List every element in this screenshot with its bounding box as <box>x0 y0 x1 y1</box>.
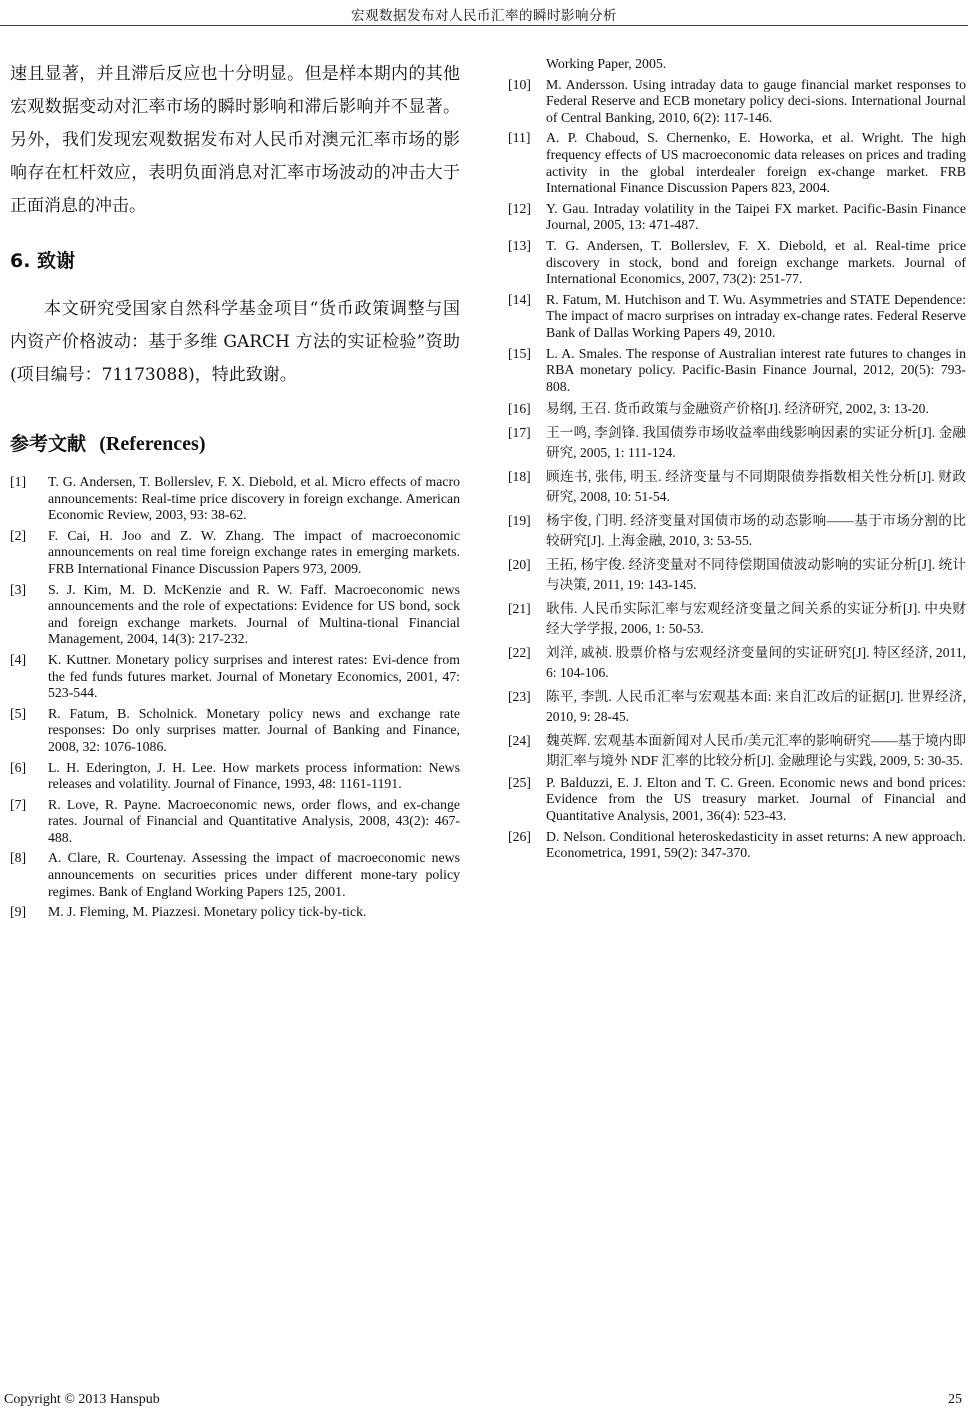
reference-number: [2] <box>10 527 27 543</box>
right-column <box>508 56 966 866</box>
reference-number: [18] <box>508 468 531 484</box>
ack-heading: 6. 致谢 <box>10 250 76 272</box>
reference-item <box>508 292 966 342</box>
reference-item <box>508 555 966 596</box>
references-heading-cn: 参考文献 <box>10 433 87 455</box>
reference-text: A. Clare, R. Courtenay. Assessing the impact of macroeconomic news announcements on securities prices under different mone-tary policy regimes. Bank of England Working Papers 125, 2001. <box>48 850 460 899</box>
reference-text: 杨宇俊, 门明. 经济变量对国债市场的动态影响——基于市场分割的比较研究[J]. 上海金融, 2010, 3: 53-55. <box>546 512 966 549</box>
reference-number: [25] <box>508 774 531 790</box>
reference-text: 王一鸣, 李剑锋. 我国债券市场收益率曲线影响因素的实证分析[J]. 金融研究, 2005, 1: 111-124. <box>546 424 966 461</box>
reference-text: K. Kuttner. Monetary policy surprises and interest rates: Evi-dence from the fed funds futures market. Journal of Monetary Economics, 2001, 47: 523-544. <box>48 651 460 701</box>
reference-number: [23] <box>508 688 531 704</box>
reference-text: P. Balduzzi, E. J. Elton and T. C. Green. Economic news and bond prices: Evidence from the US treasury market. Journal of Financial and Quantitative Analysis, 2001, 36(4): 523-43. <box>546 774 966 823</box>
reference-text: D. Nelson. Conditional heteroskedasticity in asset returns: A new approach. Econometrica, 1991, 59(2): 347-370. <box>546 828 966 861</box>
reference-item <box>508 201 966 234</box>
references-heading <box>10 430 460 458</box>
reference-number: [5] <box>10 705 27 721</box>
reference-item <box>10 652 460 702</box>
reference-item <box>10 904 460 921</box>
reference-text: M. J. Fleming, M. Piazzesi. Monetary policy tick-by-tick. <box>48 904 367 920</box>
reference-number: [4] <box>10 651 27 667</box>
reference-item <box>508 511 966 552</box>
reference-number: [1] <box>10 474 27 489</box>
reference-text: M. Andersson. Using intraday data to gauge financial market responses to Federal Reserve and ECB monetary policy deci-sions. International Journal of Central Banking, 2010, 6(2): 117-146. <box>546 76 966 125</box>
reference-item <box>508 130 966 196</box>
reference-item <box>508 599 966 640</box>
reference-number: [8] <box>10 850 27 866</box>
reference-item <box>508 467 966 508</box>
reference-item <box>10 850 460 900</box>
reference-item <box>508 399 966 420</box>
header-rule <box>0 25 968 26</box>
left-column <box>10 58 460 925</box>
reference-number: [6] <box>10 759 27 775</box>
reference-item <box>508 687 966 728</box>
reference-number: [16] <box>508 401 531 417</box>
references-heading-en: (References) <box>99 433 206 455</box>
reference-number: [10] <box>508 76 531 92</box>
reference-number: [20] <box>508 556 531 572</box>
reference-text: R. Fatum, B. Scholnick. Monetary policy news and exchange rate responses: Do only surprises matter. Journal of Banking and Finance, 2008, 32: 1076-1086. <box>48 705 460 754</box>
reference-number: [11] <box>508 130 531 146</box>
reference-item <box>508 643 966 684</box>
reference-number: [7] <box>10 796 27 812</box>
intro-paragraph: 速且显著，并且滞后反应也十分明显。但是样本期内的其他宏观数据变动对汇率市场的瞬时影响和滞后影响并不显著。另外，我们发现宏观数据发布对人民币对澳元汇率市场的影响存在杠杆效应，表明负面消息对汇率市场波动的冲击大于正面消息的冲击。 <box>10 64 460 216</box>
reference-item <box>10 760 460 793</box>
reference-text: L. H. Ederington, J. H. Lee. How markets process information: News releases and volatility. Journal of Finance, 1993, 48: 1161-1191. <box>48 759 460 792</box>
reference-item <box>10 528 460 578</box>
reference-item <box>508 775 966 825</box>
reference-text: T. G. Andersen, T. Bollerslev, F. X. Diebold, et al. Real-time price discovery in stock, bond and foreign exchange markets. Journal of International Economics, 2007, 73(2): 251-77. <box>546 237 966 287</box>
reference-item <box>508 238 966 288</box>
reference-text: T. G. Andersen, T. Bollerslev, F. X. Diebold, et al. Micro effects of macro announcements: Real-time price discovery in foreign exchange. American Economic Review, 2003, 93: 38-62. <box>48 474 460 523</box>
reference-number: [14] <box>508 291 531 307</box>
ack-paragraph: 本文研究受国家自然科学基金项目“货币政策调整与国内资产价格波动：基于多维 GARCH 方法的实证检验”资助(项目编号：71173088)，特此致谢。 <box>10 299 460 385</box>
page-number: 25 <box>948 1392 962 1407</box>
reference-item <box>10 582 460 648</box>
reference-number: [26] <box>508 828 531 844</box>
reference-item <box>508 77 966 127</box>
reference-number: [13] <box>508 237 531 253</box>
reference-text: 耿伟. 人民币实际汇率与宏观经济变量之间关系的实证分析[J]. 中央财经大学学报, 2006, 1: 50-53. <box>546 600 966 637</box>
reference-number: [17] <box>508 424 531 440</box>
reference-continuation: Working Paper, 2005. <box>546 56 667 71</box>
reference-item <box>10 797 460 847</box>
reference-item <box>10 706 460 756</box>
reference-number: [19] <box>508 512 531 528</box>
reference-number: [22] <box>508 644 531 660</box>
reference-text: R. Fatum, M. Hutchison and T. Wu. Asymmetries and STATE Dependence: The impact of macro surprises on intraday ex-change rates. Federal Reserve Bank of Dallas Working Papers 49, 2010. <box>546 291 966 340</box>
reference-text: S. J. Kim, M. D. McKenzie and R. W. Faff. Macroeconomic news announcements and the role of expectations: Evidence for US bond, sock and foreign exchange markets. Journal of Multina-tional Financial Management, 2004, 14(3): 217-232. <box>48 581 460 647</box>
reference-text: A. P. Chaboud, S. Chernenko, E. Howorka, et al. Wright. The high frequency effects of US macroeconomic data releases on prices and trading activity in the global interdealer foreign ex-change market. FRB International Finance Discussion Papers 823, 2004. <box>546 130 966 196</box>
reference-item <box>508 829 966 862</box>
reference-number: [21] <box>508 600 531 616</box>
reference-list-left <box>10 474 460 921</box>
reference-number: [12] <box>508 200 531 216</box>
reference-text: 魏英辉. 宏观基本面新闻对人民币/美元汇率的影响研究——基于境内即期汇率与境外 NDF 汇率的比较分析[J]. 金融理论与实践, 2009, 5: 30-35. <box>546 732 966 769</box>
reference-text: 刘洋, 戚祯. 股票价格与宏观经济变量间的实证研究[J]. 特区经济, 2011, 6: 104-106. <box>546 644 966 681</box>
reference-item <box>508 731 966 772</box>
reference-list-right <box>508 77 966 862</box>
reference-text: F. Cai, H. Joo and Z. W. Zhang. The impact of macroeconomic announcements on real time foreign exchange rates in emerging markets. FRB International Finance Discussion Papers 973, 2009. <box>48 527 460 576</box>
running-head: 宏观数据发布对人民币汇率的瞬时影响分析 <box>351 8 617 24</box>
reference-number: [15] <box>508 345 531 361</box>
reference-text: L. A. Smales. The response of Australian interest rate futures to changes in RBA monetary policy. Pacific-Basin Finance Journal, 2012, 20(5): 793-808. <box>546 345 966 394</box>
reference-text: 易纲, 王召. 货币政策与金融资产价格[J]. 经济研究, 2002, 3: 13-20. <box>546 401 929 417</box>
reference-text: 顾连书, 张伟, 明玉. 经济变量与不同期限债券指数相关性分析[J]. 财政研究, 2008, 10: 51-54. <box>546 468 966 505</box>
reference-item <box>10 474 460 524</box>
reference-item <box>508 346 966 396</box>
reference-number: [24] <box>508 732 531 748</box>
footer-copyright: Copyright © 2013 Hanspub <box>4 1392 160 1407</box>
reference-item <box>508 423 966 464</box>
reference-number: [9] <box>10 904 27 920</box>
reference-text: 陈平, 李凯. 人民币汇率与宏观基本面: 来自汇改后的证据[J]. 世界经济, 2010, 9: 28-45. <box>546 688 966 725</box>
reference-number: [3] <box>10 581 27 597</box>
reference-text: Y. Gau. Intraday volatility in the Taipei FX market. Pacific-Basin Finance Journal, 2005, 13: 471-487. <box>546 200 966 233</box>
reference-text: 王拓, 杨宇俊. 经济变量对不同待偿期国债波动影响的实证分析[J]. 统计与决策, 2011, 19: 143-145. <box>546 556 966 593</box>
reference-text: R. Love, R. Payne. Macroeconomic news, order flows, and ex-change rates. Journal of Financial and Quantitative Analysis, 2008, 43(2): 467-488. <box>48 796 460 845</box>
